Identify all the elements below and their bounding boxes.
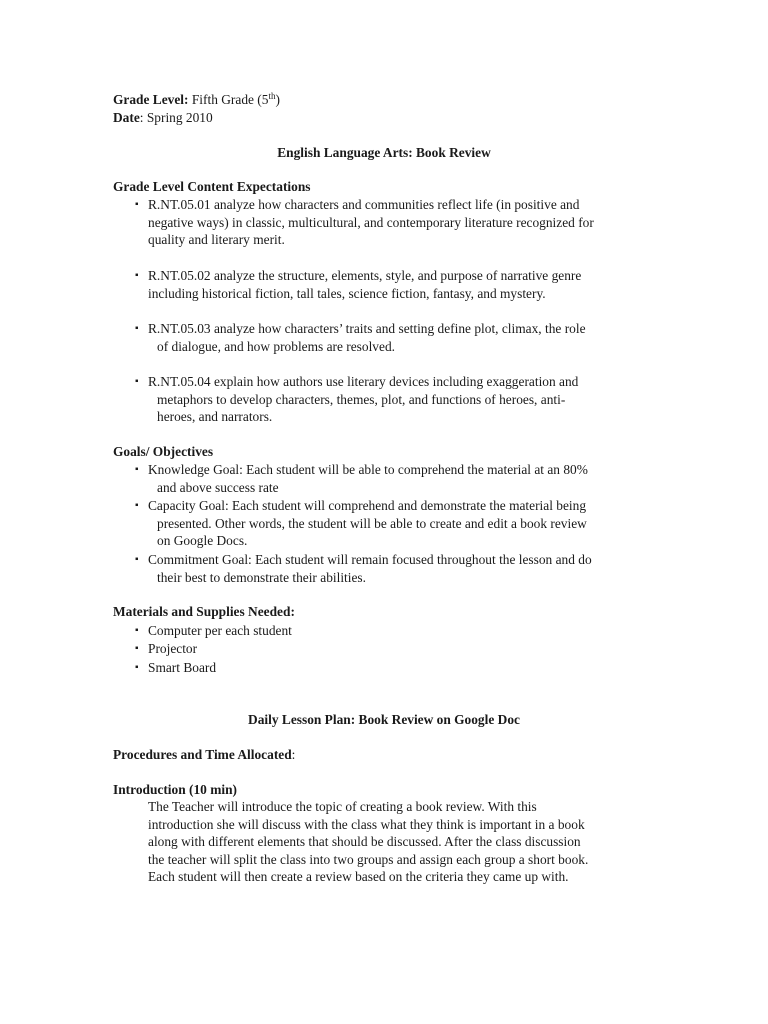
goal-item: ▪ Capacity Goal: Each student will comprehend and demonstrate the material being presented. Other words, the student will be able to create and edit a book review on Google Docs.	[135, 498, 587, 549]
content-expectations-heading: Grade Level Content Expectations	[113, 179, 311, 194]
expectation-item: ▪ R.NT.05.03 analyze how characters’ traits and setting define plot, climax, the role of dialogue, and how problems are resolved.	[135, 321, 586, 354]
bullet-icon: ▪	[135, 500, 139, 511]
bullet-icon: ▪	[135, 554, 139, 565]
goals-heading: Goals/ Objectives	[113, 444, 214, 459]
procedures-heading: Procedures and Time Allocated:	[113, 747, 296, 762]
grade-level-line	[113, 91, 280, 109]
grade-level-value: Fifth Grade (5	[191, 92, 269, 107]
material-item: ▪ Projector	[135, 641, 198, 656]
bullet-icon: ▪	[135, 323, 139, 334]
grade-level-label: Grade Level:	[113, 92, 189, 107]
date-line	[113, 109, 213, 127]
expectation-item: ▪ R.NT.05.01 analyze how characters and communities reflect life (in positive and negative ways) in classic, multicultural, and contemporary literature recognized for quality and literary merit.	[135, 197, 594, 248]
expectation-item: ▪ R.NT.05.02 analyze the structure, elements, style, and purpose of narrative genre including historical fiction, tall tales, science fiction, fantasy, and mystery.	[135, 268, 582, 301]
date-label: Date	[113, 110, 140, 125]
introduction-paragraph: The Teacher will introduce the topic of creating a book review. With this introduction she will discuss with the class what they think is important in a book along with different elements that should be discussed. After the class discussion the teacher will split the class into two groups and assign each group a short book. Each student will then create a review based on the criteria they came up with.	[148, 799, 589, 885]
grade-level-superscript: th	[268, 91, 276, 101]
document-title: English Language Arts: Book Review	[277, 145, 491, 160]
date-value: : Spring 2010	[139, 110, 213, 125]
daily-plan-title: Daily Lesson Plan: Book Review on Google Doc	[248, 712, 520, 727]
bullet-icon: ▪	[135, 464, 139, 475]
material-item: ▪ Computer per each student	[135, 623, 292, 638]
introduction-heading: Introduction (10 min)	[113, 782, 238, 797]
materials-heading: Materials and Supplies Needed:	[113, 604, 295, 619]
bullet-icon: ▪	[135, 270, 139, 281]
bullet-icon: ▪	[135, 376, 139, 387]
goal-item: ▪ Commitment Goal: Each student will remain focused throughout the lesson and do their best to demonstrate their abilities.	[135, 552, 592, 585]
bullet-icon: ▪	[135, 199, 139, 210]
material-item: ▪ Smart Board	[135, 660, 217, 675]
bullet-icon: ▪	[135, 643, 139, 654]
bullet-icon: ▪	[135, 625, 139, 636]
expectation-item: ▪ R.NT.05.04 explain how authors use literary devices including exaggeration and metaphors to develop characters, themes, plot, and functions of heroes, anti- heroes, and narrators.	[135, 374, 579, 425]
goal-item: ▪ Knowledge Goal: Each student will be able to comprehend the material at an 80% and above success rate	[135, 462, 588, 495]
bullet-icon: ▪	[135, 662, 139, 673]
grade-level-close: )	[275, 92, 280, 107]
